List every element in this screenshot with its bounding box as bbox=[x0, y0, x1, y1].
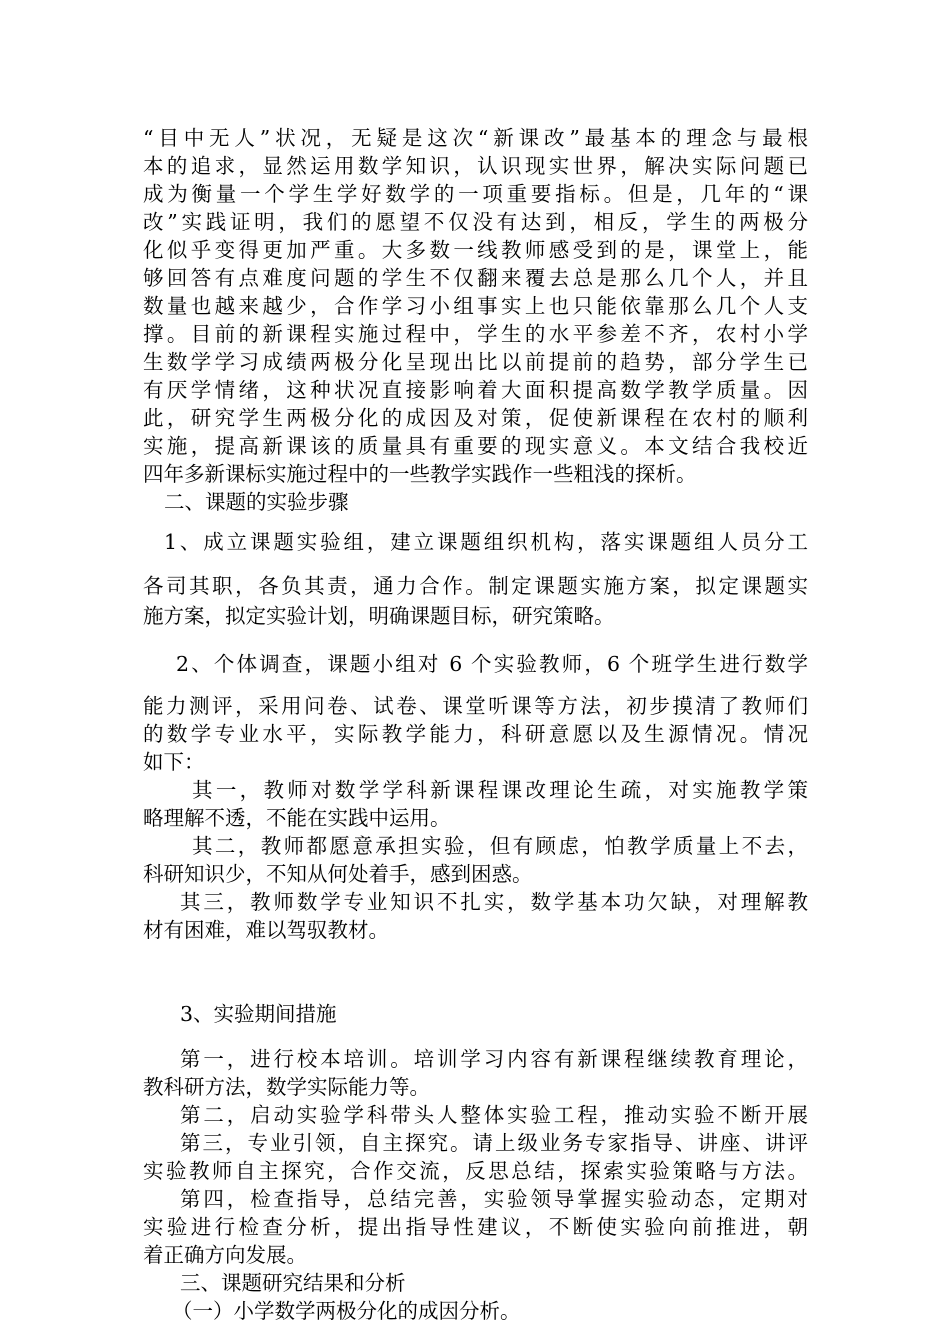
intro-line: 有厌学情绪，这种状况直接影响着大面积提高数学教学质量。因 bbox=[143, 378, 808, 402]
step-1-line: 1、成立课题实验组，建立课题组织机构，落实课题组人员分工 bbox=[164, 530, 808, 554]
intro-line: 本的追求，显然运用数学知识，认识现实世界，解决实际问题已 bbox=[143, 154, 808, 178]
intro-line: 数量也越来越少，合作学习小组事实上也只能依靠那么几个人支 bbox=[143, 294, 808, 318]
intro-line: 改”实践证明，我们的愿望不仅没有达到，相反，学生的两极分 bbox=[143, 210, 808, 234]
intro-line: 化似乎变得更加严重。大多数一线教师感受到的是，课堂上，能 bbox=[143, 238, 808, 262]
measure-4-line: 着正确方向发展。 bbox=[143, 1243, 307, 1267]
step-2-line: 的数学专业水平，实际教学能力，科研意愿以及生源情况。情况 bbox=[143, 722, 808, 746]
measure-4-line: 第四，检查指导，总结完善，实验领导掌握实验动态，定期对 bbox=[180, 1187, 808, 1211]
measure-3-line: 第三，专业引领，自主探究。请上级业务专家指导、讲座、讲评 bbox=[180, 1131, 808, 1155]
intro-line: 此，研究学生两极分化的成因及对策，促使新课程在农村的顺利 bbox=[143, 406, 808, 430]
step-2-line: 2、个体调查，课题小组对 6 个实验教师，6 个班学生进行数学 bbox=[176, 652, 808, 676]
section-heading: 二、课题的实验步骤 bbox=[164, 490, 349, 514]
measure-2-line: 第二，启动实验学科带头人整体实验工程，推动实验不断开展 bbox=[180, 1103, 808, 1127]
finding-1-line: 其一，教师对数学学科新课程课改理论生疏，对实施教学策 bbox=[192, 778, 808, 802]
subsection-heading: （一）小学数学两极分化的成因分析。 bbox=[172, 1299, 521, 1323]
step-2-line: 能力测评，采用问卷、试卷、课堂听课等方法，初步摸清了教师们 bbox=[143, 694, 808, 718]
step-3-heading: 3、实验期间措施 bbox=[180, 1002, 337, 1026]
finding-2-line: 其二，教师都愿意承担实验，但有顾虑，怕教学质量上不去， bbox=[192, 834, 808, 858]
step-1-line: 施方案，拟定实验计划，明确课题目标，研究策略。 bbox=[143, 604, 615, 628]
intro-line: 生数学学习成绩两极分化呈现出比以前提前的趋势，部分学生已 bbox=[143, 350, 808, 374]
step-1-line: 各司其职，各负其责，通力合作。制定课题实施方案，拟定课题实 bbox=[143, 574, 808, 598]
intro-line: 实施，提高新课该的质量具有重要的现实意义。本文结合我校近 bbox=[143, 434, 808, 458]
intro-line: 够回答有点难度问题的学生不仅翻来覆去总是那么几个人，并且 bbox=[143, 266, 808, 290]
measure-1-line: 第一，进行校本培训。培训学习内容有新课程继续教育理论， bbox=[180, 1047, 808, 1071]
finding-2-line: 科研知识少，不知从何处着手，感到困惑。 bbox=[143, 862, 533, 886]
intro-line: 撑。目前的新课程实施过程中，学生的水平参差不齐，农村小学 bbox=[143, 322, 808, 346]
measure-1-line: 教科研方法，数学实际能力等。 bbox=[143, 1075, 430, 1099]
section-heading: 三、课题研究结果和分析 bbox=[180, 1271, 406, 1295]
intro-line: 四年多新课标实施过程中的一些教学实践作一些粗浅的探析。 bbox=[143, 462, 697, 486]
finding-1-line: 略理解不透，不能在实践中运用。 bbox=[143, 806, 451, 830]
intro-line: 成为衡量一个学生学好数学的一项重要指标。但是，几年的“课 bbox=[143, 182, 808, 206]
measure-4-line: 实验进行检查分析，提出指导性建议，不断使实验向前推进，朝 bbox=[143, 1215, 808, 1239]
measure-3-line: 实验教师自主探究，合作交流，反思总结，探索实验策略与方法。 bbox=[143, 1159, 808, 1183]
finding-3-line: 其三，教师数学专业知识不扎实，数学基本功欠缺，对理解教 bbox=[180, 890, 808, 914]
step-2-line: 如下： bbox=[143, 750, 205, 774]
finding-3-line: 材有困难，难以驾驭教材。 bbox=[143, 918, 389, 942]
intro-line: “目中无人”状况，无疑是这次“新课改”最基本的理念与最根 bbox=[143, 126, 808, 150]
